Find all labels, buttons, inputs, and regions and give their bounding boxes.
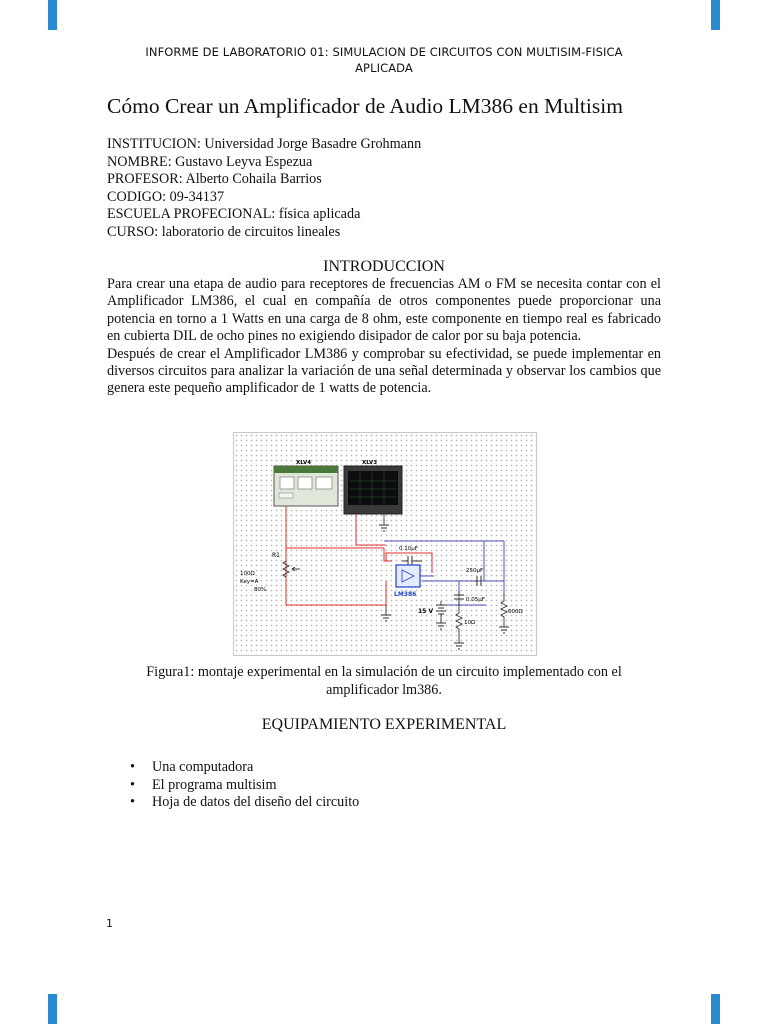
r1-value-label: 100Ω bbox=[240, 571, 255, 577]
info-code: CODIGO: 09-34137 bbox=[107, 188, 225, 205]
capacitor-c1 bbox=[399, 546, 422, 566]
resistor-r2 bbox=[456, 605, 475, 639]
r2-label: 10Ω bbox=[464, 620, 476, 626]
chip-label: LM386 bbox=[394, 591, 417, 598]
info-course: CURSO: laboratorio de circuitos lineales bbox=[107, 223, 341, 240]
top-left-edge-bar bbox=[48, 0, 57, 30]
caption-line-2: amplificador lm386. bbox=[326, 681, 442, 698]
xlv4-instrument bbox=[274, 460, 338, 506]
rload-label: 600Ω bbox=[508, 609, 523, 615]
vsrc-label: 15 V bbox=[418, 608, 434, 615]
page-header bbox=[120, 44, 648, 76]
capacitor-c2 bbox=[466, 568, 483, 586]
info-institution: INSTITUCION: Universidad Jorge Basadre Grohmann bbox=[107, 136, 422, 152]
list-item: • Una computadora bbox=[130, 759, 359, 777]
info-name: NOMBRE: Gustavo Leyva Espezua bbox=[107, 153, 313, 170]
c1-label: 0.10µF bbox=[399, 546, 418, 552]
page-number: 1 bbox=[106, 917, 113, 930]
figure-caption bbox=[107, 664, 661, 699]
intro-paragraph-1: Para crear una etapa de audio para receptores de frecuencias AM o FM se necesita contar con el Amplificador LM386, el cual en compañía de otros componentes puede proporcionar una potencia en torno a 1 Watts en una carga de 8 ohm, este componente en tiempo real es fabricado en cubierta DIL de ocho pines no exigiendo disipador de calor por su baja potencia. bbox=[107, 276, 661, 345]
caption-line-1: Figura1: montaje experimental en la simulación de un circuito implementado con el bbox=[146, 664, 622, 680]
r1-label: R1 bbox=[272, 552, 280, 559]
r1-key-label: Key=A bbox=[240, 579, 259, 585]
info-professor: PROFESOR: Alberto Cohaila Barrios bbox=[107, 171, 322, 187]
intro-heading: INTRODUCCION bbox=[323, 258, 445, 275]
xlv3-instrument bbox=[344, 460, 402, 514]
equipment-list bbox=[130, 759, 359, 812]
resistor-rload bbox=[501, 593, 523, 623]
lm386-chip bbox=[394, 565, 420, 598]
header-line-1: INFORME DE LABORATORIO 01: SIMULACION DE CIRCUITOS CON MULTISIM-FISICA bbox=[145, 45, 623, 59]
xlv3-label: XLV3 bbox=[362, 460, 378, 466]
xlv4-label: XLV4 bbox=[296, 460, 312, 466]
intro-paragraph-2: Después de crear el Amplificador LM386 y comprobar su efectividad, se puede implementar en diversos circuitos para analizar la variación de una señal determinada y observar los cambios que genera este pequeño amplificador de 1 watts de potencia. bbox=[107, 345, 661, 397]
equipment-heading: EQUIPAMIENTO EXPERIMENTAL bbox=[261, 716, 507, 733]
potentiometer-r1 bbox=[240, 552, 300, 593]
circuit-figure bbox=[233, 432, 537, 656]
circuit-schematic bbox=[234, 433, 536, 655]
intro-text bbox=[107, 276, 661, 398]
c3-label: 0.05µF bbox=[466, 597, 485, 603]
list-item: • Hoja de datos del diseño del circuito bbox=[130, 794, 359, 812]
voltage-source bbox=[418, 601, 446, 619]
top-right-edge-bar bbox=[711, 0, 720, 30]
header-line-2: APLICADA bbox=[355, 61, 413, 75]
c2-label: 250µF bbox=[466, 568, 484, 574]
info-block bbox=[107, 136, 421, 241]
bottom-right-edge-bar bbox=[711, 994, 720, 1024]
bottom-left-edge-bar bbox=[48, 994, 57, 1024]
r1-percent-label: 80% bbox=[254, 587, 267, 593]
info-school: ESCUELA PROFECIONAL: física aplicada bbox=[107, 206, 361, 222]
document-title: Cómo Crear un Amplificador de Audio LM386 en Multisim bbox=[107, 94, 623, 118]
list-item: • El programa multisim bbox=[130, 777, 359, 795]
